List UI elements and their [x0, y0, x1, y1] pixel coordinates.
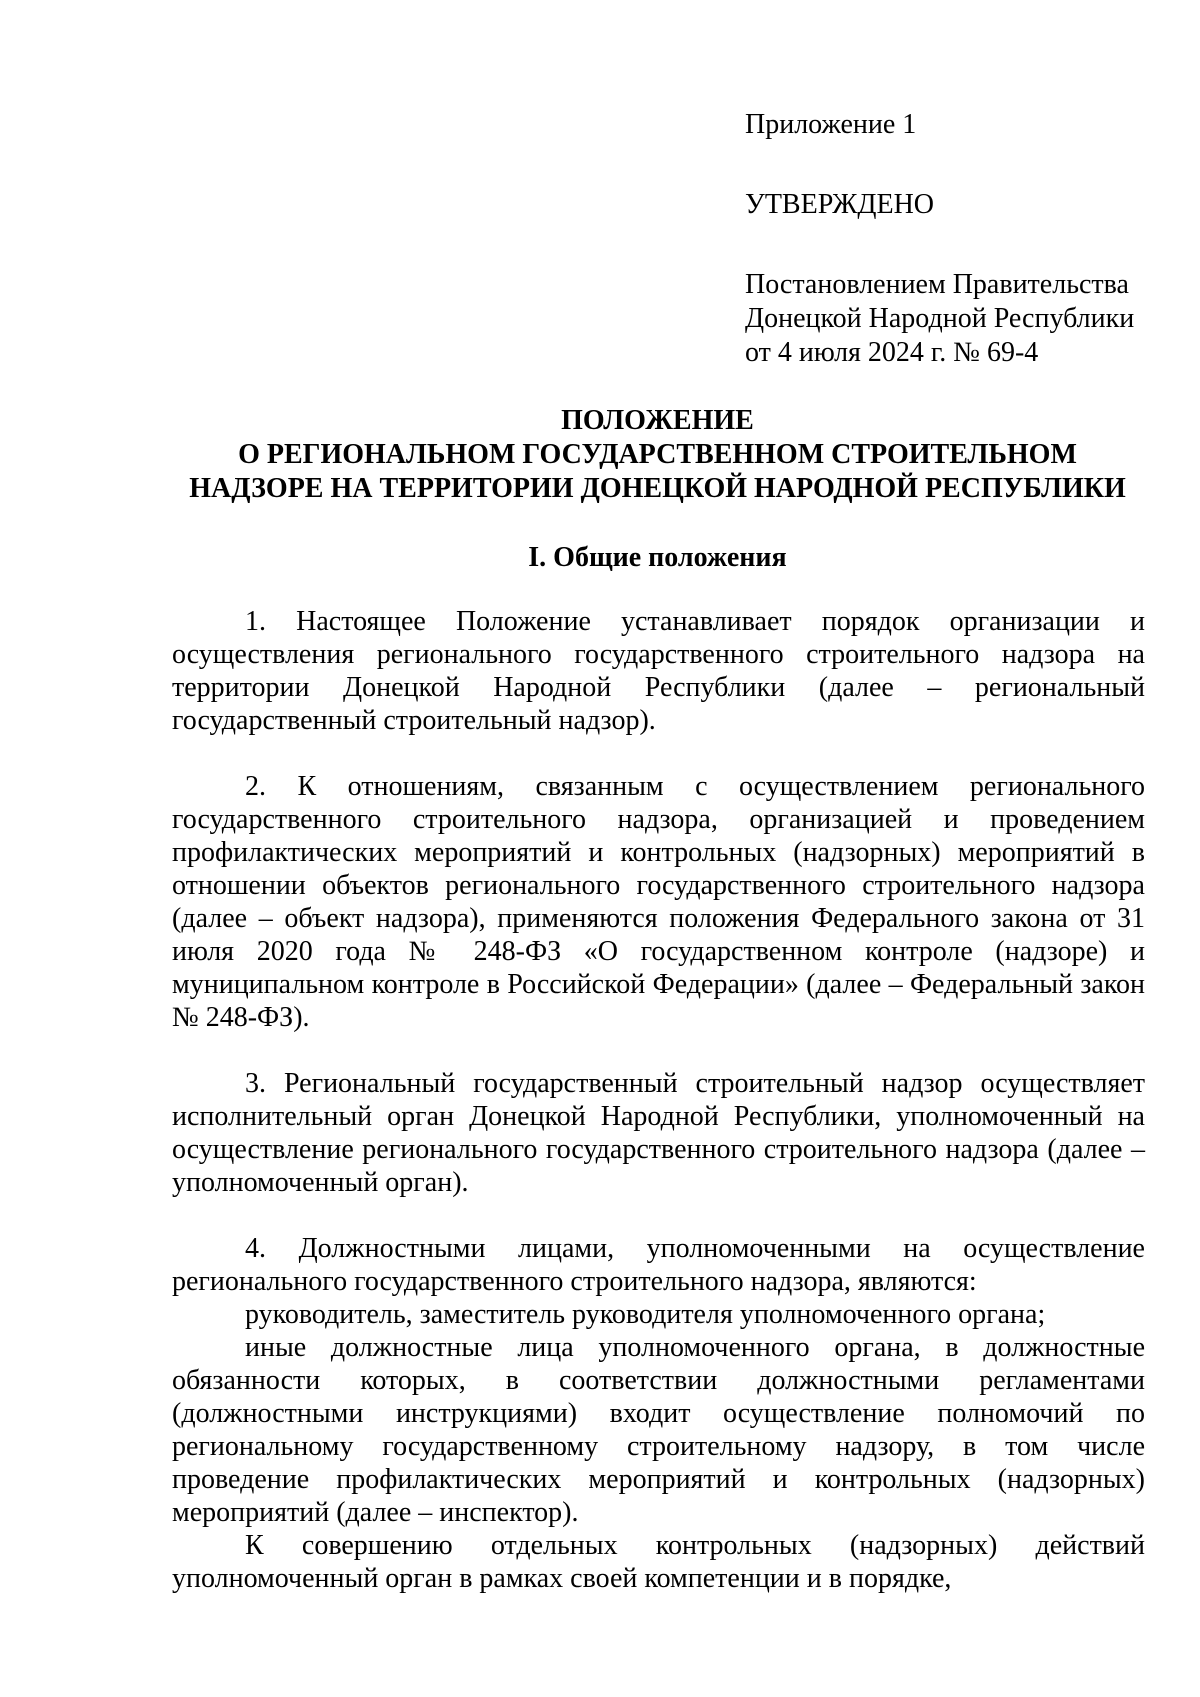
appendix-label: Приложение 1 [745, 109, 917, 140]
paragraph-2: 2. К отношениям, связанным с осуществлением регионального государственного строительного надзора, организацией и проведением профилактических мероприятий и контрольных (надзорных) мероприятий в отношении объектов регионального государственного строительного надзора (далее – объект надзора), применяются положения Федерального закона от 31 июля 2020 года № 248-ФЗ «О государственном контроле (надзоре) и муниципальном контроле в Российской Федерации» (далее – Федеральный закон № 248-ФЗ). [172, 771, 1145, 1033]
paragraph-3: 3. Региональный государственный строительный надзор осуществляет исполнительный орган Донецкой Народной Республики, уполномоченный на осуществление регионального государственного строительного надзора (далее – уполномоченный орган). [172, 1068, 1145, 1198]
paragraph-4-item-1: руководитель, заместитель руководителя уполномоченного органа; [245, 1299, 1046, 1330]
paragraph-4: 4. Должностными лицами, уполномоченными на осуществление регионального государственного строительного надзора, являются: [172, 1233, 1145, 1297]
paragraph-4-continuation: К совершению отдельных контрольных (надзорных) действий уполномоченный орган в рамках своей компетенции и в порядке, [172, 1530, 1145, 1594]
title-line-1: ПОЛОЖЕНИЕ [561, 405, 754, 436]
title-line-3: НАДЗОРЕ НА ТЕРРИТОРИИ ДОНЕЦКОЙ НАРОДНОЙ РЕСПУБЛИКИ [189, 473, 1126, 504]
decree-line-1: Постановлением Правительства [745, 269, 1129, 300]
approved-label: УТВЕРЖДЕНО [745, 189, 935, 220]
approval-block [745, 108, 1165, 370]
document-title [170, 404, 1145, 506]
paragraph-1: 1. Настоящее Положение устанавливает порядок организации и осуществления регионального государственного строительного надзора на территории Донецкой Народной Республики (далее – региональный государственный строительный надзор). [172, 606, 1145, 736]
decree-line-2: Донецкой Народной Республики [745, 303, 1135, 334]
document-body [172, 605, 1145, 1595]
decree-line-3: от 4 июля 2024 г. № 69-4 [745, 337, 1039, 368]
paragraph-4-item-2: иные должностные лица уполномоченного органа, в должностные обязанности которых, в соответствии должностными регламентами (должностными инструкциями) входит осуществление полномочий по региональному государственному строительному надзору, в том числе проведение профилактических мероприятий и контрольных (надзорных) мероприятий (далее – инспектор). [172, 1332, 1145, 1528]
title-line-2: О РЕГИОНАЛЬНОМ ГОСУДАРСТВЕННОМ СТРОИТЕЛЬНОМ [238, 439, 1077, 470]
section-heading: I. Общие положения [528, 542, 787, 573]
